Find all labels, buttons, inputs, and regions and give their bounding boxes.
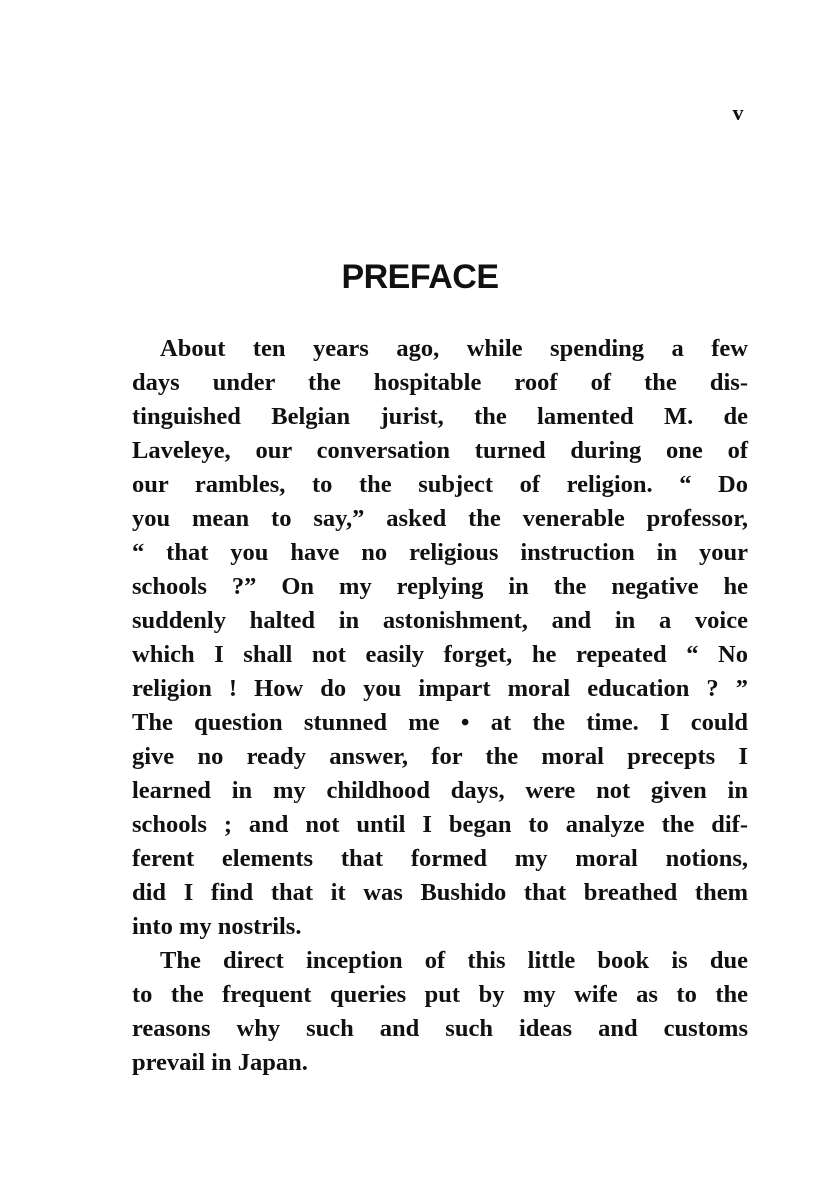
text-line: The question stunned me • at the time. I could: [132, 709, 748, 736]
text-line: schools ; and not until I began to analyze the dif-: [132, 811, 748, 838]
text-line: reasons why such and such ideas and customs: [132, 1015, 748, 1042]
text-line: into my nostrils.: [132, 913, 302, 940]
text-line: tinguished Belgian jurist, the lamented M. de: [132, 403, 748, 430]
text-line: which I shall not easily forget, he repeated “ No: [132, 641, 748, 668]
text-line: ferent elements that formed my moral notions,: [132, 845, 748, 872]
text-line: learned in my childhood days, were not given in: [132, 777, 748, 804]
text-line: give no ready answer, for the moral precepts I: [132, 743, 748, 770]
text-line: prevail in Japan.: [132, 1049, 308, 1076]
text-line: our rambles, to the subject of religion. “ Do: [132, 471, 748, 498]
text-line: Laveleye, our conversation turned during one of: [132, 437, 748, 464]
text-line: About ten years ago, while spending a few: [160, 335, 748, 362]
text-line: “ that you have no religious instruction in your: [132, 539, 748, 566]
text-line: The direct inception of this little book is due: [160, 947, 748, 974]
text-line: to the frequent queries put by my wife as to the: [132, 981, 748, 1008]
text-line: suddenly halted in astonishment, and in a voice: [132, 607, 748, 634]
page-number: v: [732, 100, 744, 125]
text-line: religion ! How do you impart moral education ? ”: [132, 675, 748, 702]
paragraph-1: [132, 332, 748, 944]
text-line: you mean to say,” asked the venerable professor,: [132, 505, 748, 532]
body-text: [132, 332, 748, 1080]
paragraph-2: [132, 944, 748, 1080]
text-line: did I find that it was Bushido that breathed them: [132, 879, 748, 906]
text-line: schools ?” On my replying in the negative he: [132, 573, 748, 600]
text-line: days under the hospitable roof of the dis-: [132, 369, 748, 396]
page-title: PREFACE: [341, 258, 499, 296]
